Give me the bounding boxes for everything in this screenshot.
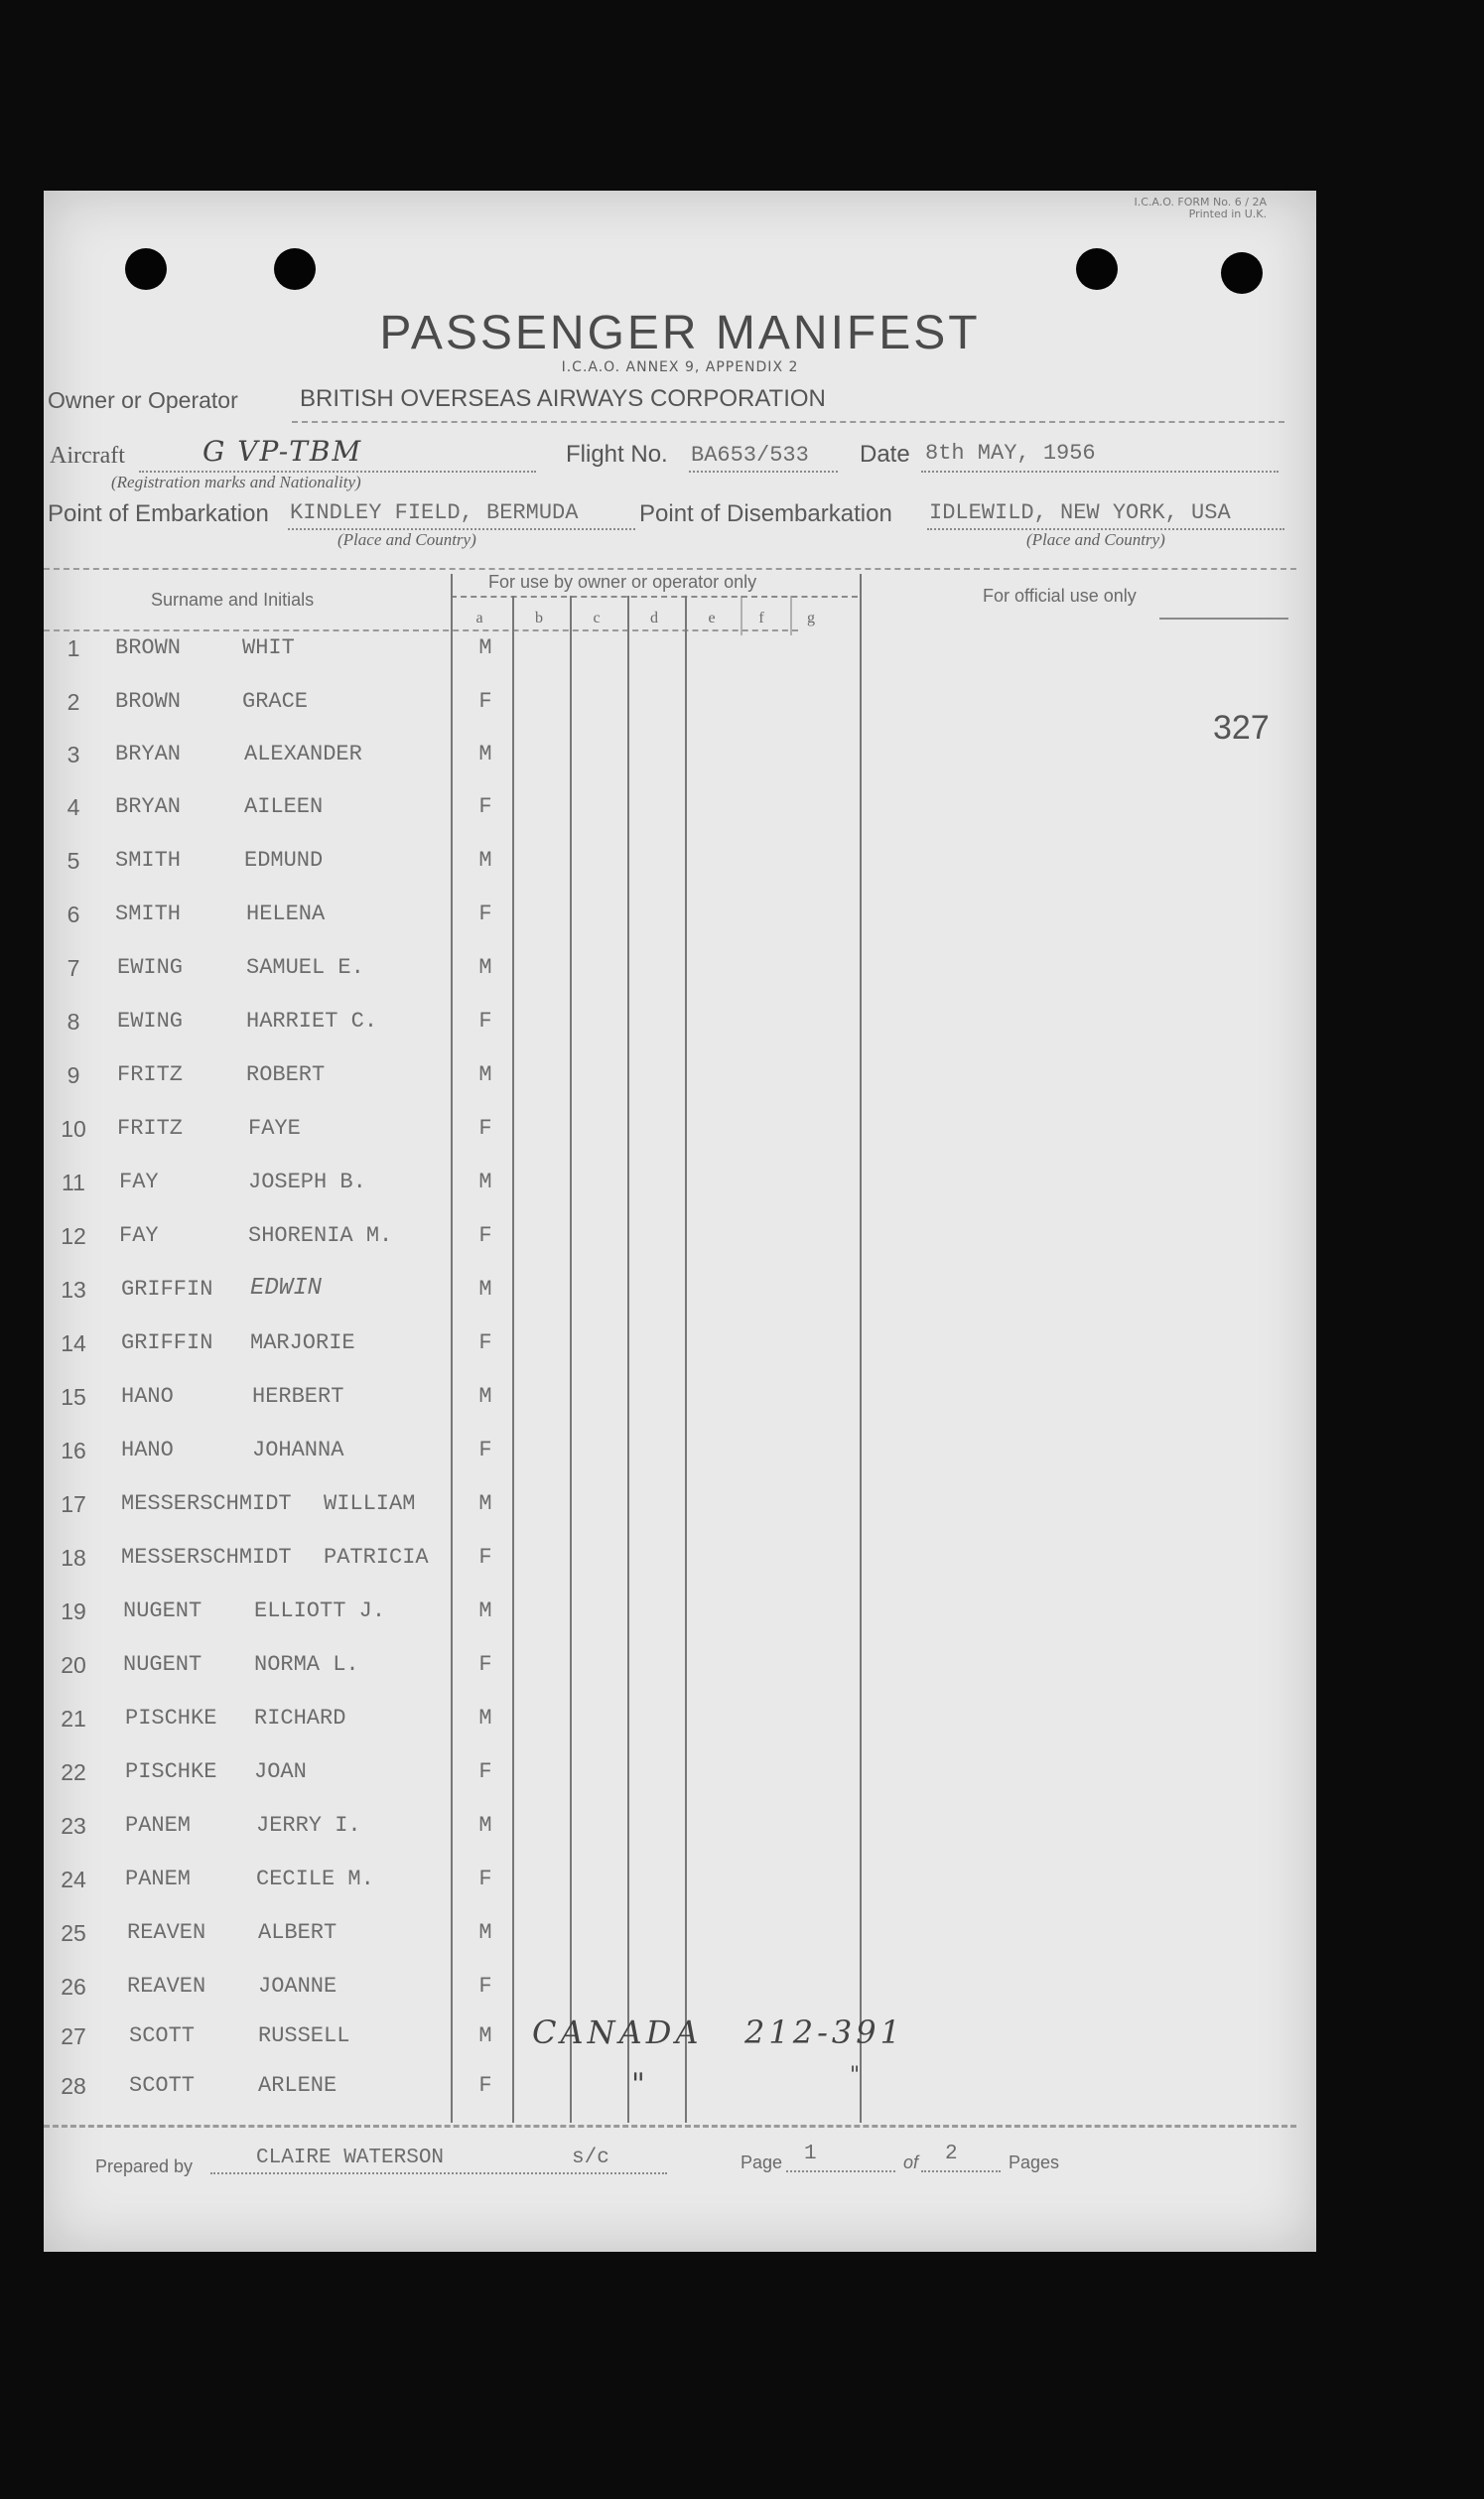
sex: F	[478, 1330, 492, 1355]
table-row	[44, 1062, 1316, 1116]
table-row	[44, 955, 1316, 1009]
surname: SCOTT	[129, 2023, 196, 2048]
surname: PISCHKE	[125, 1759, 217, 1784]
table-row	[44, 1009, 1316, 1062]
embark-value: KINDLEY FIELD, BERMUDA	[290, 500, 579, 525]
flight-value: BA653/533	[691, 443, 809, 468]
table-top-rule	[44, 568, 1296, 570]
sex: M	[478, 1062, 492, 1087]
sex: M	[478, 1384, 492, 1409]
aircraft-label: Aircraft	[50, 443, 125, 469]
row-number: 28	[61, 2073, 86, 2099]
surname: FAY	[119, 1223, 159, 1248]
surname: BRYAN	[115, 794, 182, 819]
surname: EWING	[117, 955, 184, 980]
sex: F	[478, 1545, 492, 1570]
sex: M	[478, 1491, 492, 1516]
column-rule	[790, 596, 792, 635]
sex: M	[478, 2023, 492, 2048]
handwritten-ditto-mark: "	[631, 2067, 645, 2102]
row-number: 5	[67, 848, 80, 874]
surname: MESSERSCHMIDT	[121, 1491, 292, 1516]
table-row	[44, 1438, 1316, 1491]
col-letter-f: f	[758, 610, 764, 626]
surname: SCOTT	[129, 2073, 196, 2098]
surname: MESSERSCHMIDT	[121, 1545, 292, 1570]
table-row	[44, 1330, 1316, 1384]
col-letter-c: c	[593, 610, 601, 626]
operator-header: For use by owner or operator only	[488, 572, 757, 592]
row-number: 20	[61, 1652, 86, 1678]
punch-hole	[274, 248, 316, 290]
official-header: For official use only	[983, 586, 1137, 606]
punch-hole	[125, 248, 167, 290]
sex: F	[478, 1867, 492, 1891]
row-number: 2	[67, 689, 80, 715]
table-row	[44, 2073, 1316, 2127]
sex: F	[478, 2073, 492, 2098]
surname: GRIFFIN	[121, 1330, 213, 1355]
col-letter-b: b	[535, 610, 543, 626]
row-number: 27	[61, 2023, 86, 2049]
row-number: 8	[67, 1009, 80, 1035]
given-name: WHIT	[242, 635, 295, 660]
surname: PANEM	[125, 1813, 192, 1838]
table-row	[44, 848, 1316, 902]
row-number: 17	[61, 1491, 86, 1517]
flight-underline	[689, 471, 838, 473]
surname: EWING	[117, 1009, 184, 1034]
page-underline	[786, 2170, 895, 2172]
given-name: NORMA L.	[254, 1652, 359, 1677]
pages-label: Pages	[1009, 2152, 1060, 2172]
embark-note: (Place and Country)	[337, 530, 476, 549]
row-number: 11	[62, 1170, 85, 1195]
date-underline	[921, 471, 1279, 473]
given-name: HELENA	[246, 902, 326, 926]
form-reference: I.C.A.O. FORM No. 6 / 2A Printed in U.K.	[1134, 196, 1267, 220]
table-row	[44, 1545, 1316, 1598]
row-number: 10	[61, 1116, 86, 1142]
prepared-label: Prepared by	[95, 2156, 194, 2176]
row-number: 4	[67, 794, 80, 820]
given-name: ALEXANDER	[244, 742, 362, 766]
surname: BROWN	[115, 635, 182, 660]
manifest-page	[44, 191, 1316, 2252]
punch-hole	[1076, 248, 1118, 290]
handwritten-canada-note: CANADA 212-391	[532, 2013, 904, 2051]
owner-label: Owner or Operator	[48, 387, 238, 413]
punch-hole	[1221, 252, 1263, 294]
table-row	[44, 1867, 1316, 1920]
table-row	[44, 1706, 1316, 1759]
table-row	[44, 635, 1316, 689]
owner-underline	[292, 421, 1284, 423]
row-number: 22	[61, 1759, 86, 1785]
col-letter-d: d	[650, 610, 658, 626]
sex: M	[478, 1170, 492, 1194]
disembark-note: (Place and Country)	[1026, 530, 1165, 549]
embark-label: Point of Embarkation	[48, 500, 269, 527]
surname: HANO	[121, 1438, 174, 1462]
given-name: AILEEN	[244, 794, 324, 819]
sex: F	[478, 689, 492, 714]
given-name: SAMUEL E.	[246, 955, 364, 980]
row-number: 6	[67, 902, 80, 927]
row-number: 1	[67, 635, 80, 661]
col-letter-g: g	[807, 610, 815, 626]
surname: FRITZ	[117, 1062, 184, 1087]
given-name: CECILE M.	[256, 1867, 374, 1891]
row-number: 9	[67, 1062, 80, 1088]
row-number: 26	[61, 1974, 86, 2000]
given-name: GRACE	[242, 689, 309, 714]
surname: HANO	[121, 1384, 174, 1409]
table-row	[44, 1170, 1316, 1223]
given-name: MARJORIE	[250, 1330, 355, 1355]
row-number: 16	[61, 1438, 86, 1463]
date-label: Date	[860, 441, 910, 468]
surname: FRITZ	[117, 1116, 184, 1141]
row-number: 18	[61, 1545, 86, 1571]
table-row	[44, 794, 1316, 848]
flight-label: Flight No.	[566, 441, 668, 468]
sex: M	[478, 848, 492, 873]
given-name: WILLIAM	[324, 1491, 416, 1516]
table-row	[44, 742, 1316, 795]
aircraft-note: (Registration marks and Nationality)	[111, 473, 361, 491]
disembark-value: IDLEWILD, NEW YORK, USA	[929, 500, 1231, 525]
row-number: 12	[61, 1223, 86, 1249]
surname-header: Surname and Initials	[151, 590, 315, 610]
given-name: ARLENE	[258, 2073, 337, 2098]
given-name: ALBERT	[258, 1920, 337, 1945]
sex: M	[478, 955, 492, 980]
sex: F	[478, 1223, 492, 1248]
prepared-value: CLAIRE WATERSON	[256, 2147, 445, 2169]
table-row	[44, 1491, 1316, 1545]
sex: F	[478, 1759, 492, 1784]
handwritten-ditto-mark: "	[850, 2063, 861, 2088]
sex: F	[478, 1009, 492, 1034]
sex: M	[478, 742, 492, 766]
owner-value: BRITISH OVERSEAS AIRWAYS CORPORATION	[300, 385, 826, 412]
aircraft-value: G VP-TBM	[202, 435, 363, 468]
row-number: 7	[67, 955, 80, 981]
row-number: 23	[61, 1813, 86, 1839]
given-name: JERRY I.	[256, 1813, 361, 1838]
given-name: JOHANNA	[252, 1438, 344, 1462]
surname: NUGENT	[123, 1598, 202, 1623]
sex: F	[478, 902, 492, 926]
table-row	[44, 1116, 1316, 1170]
given-name: EDWIN	[250, 1275, 323, 1302]
table-row	[44, 1813, 1316, 1867]
col-letter-a: a	[475, 610, 483, 626]
row-number: 25	[61, 1920, 86, 1946]
table-row	[44, 1277, 1316, 1330]
surname: PANEM	[125, 1867, 192, 1891]
sex: F	[478, 1116, 492, 1141]
surname: REAVEN	[127, 1920, 206, 1945]
sex: F	[478, 1652, 492, 1677]
table-row	[44, 1384, 1316, 1438]
table-row	[44, 1920, 1316, 1974]
given-name: EDMUND	[244, 848, 324, 873]
sex: M	[478, 1920, 492, 1945]
page-title: PASSENGER MANIFEST	[379, 307, 981, 359]
sex: M	[478, 1277, 492, 1302]
row-number: 13	[61, 1277, 86, 1303]
prepared-underline	[210, 2172, 667, 2174]
given-name: RUSSELL	[258, 2023, 350, 2048]
surname: SMITH	[115, 848, 182, 873]
surname: NUGENT	[123, 1652, 202, 1677]
given-name: SHORENIA M.	[248, 1223, 393, 1248]
prepared-suffix: s/c	[572, 2147, 609, 2169]
given-name: HERBERT	[252, 1384, 344, 1409]
row-number: 15	[61, 1384, 86, 1410]
surname: GRIFFIN	[121, 1277, 213, 1302]
surname: REAVEN	[127, 1974, 206, 1999]
disembark-label: Point of Disembarkation	[639, 500, 892, 527]
given-name: FAYE	[248, 1116, 301, 1141]
table-row	[44, 1598, 1316, 1652]
of-label: of	[903, 2152, 919, 2172]
sex: F	[478, 1438, 492, 1462]
given-name: JOANNE	[258, 1974, 337, 1999]
page-value: 1	[804, 2143, 817, 2165]
column-rule	[741, 596, 742, 635]
pages-underline	[921, 2170, 1001, 2172]
table-row	[44, 902, 1316, 955]
row-number: 24	[61, 1867, 86, 1892]
table-row	[44, 1223, 1316, 1277]
surname: SMITH	[115, 902, 182, 926]
row-number: 21	[61, 1706, 86, 1732]
row-number: 14	[61, 1330, 86, 1356]
surname: BRYAN	[115, 742, 182, 766]
given-name: PATRICIA	[324, 1545, 429, 1570]
given-name: ELLIOTT J.	[254, 1598, 386, 1623]
given-name: HARRIET C.	[246, 1009, 378, 1034]
table-row	[44, 1652, 1316, 1706]
row-number: 3	[67, 742, 80, 767]
sex: M	[478, 1598, 492, 1623]
official-number: 327	[1213, 709, 1270, 747]
given-name: JOAN	[254, 1759, 307, 1784]
surname: FAY	[119, 1170, 159, 1194]
sex: F	[478, 1974, 492, 1999]
page-label: Page	[741, 2152, 783, 2172]
given-name: ROBERT	[246, 1062, 326, 1087]
sex: M	[478, 1706, 492, 1731]
row-number: 19	[61, 1598, 86, 1624]
given-name: JOSEPH B.	[248, 1170, 366, 1194]
page-subtitle: I.C.A.O. ANNEX 9, APPENDIX 2	[561, 359, 799, 375]
col-letter-e: e	[708, 610, 716, 626]
table-row	[44, 1759, 1316, 1813]
pages-value: 2	[945, 2143, 958, 2165]
surname: PISCHKE	[125, 1706, 217, 1731]
sex: M	[478, 1813, 492, 1838]
date-value: 8th MAY, 1956	[925, 441, 1096, 466]
table-row	[44, 689, 1316, 743]
given-name: RICHARD	[254, 1706, 346, 1731]
sex: M	[478, 635, 492, 660]
sex: F	[478, 794, 492, 819]
table-bottom-rule	[44, 2125, 1296, 2128]
surname: BROWN	[115, 689, 182, 714]
official-header-underline	[1159, 618, 1288, 620]
